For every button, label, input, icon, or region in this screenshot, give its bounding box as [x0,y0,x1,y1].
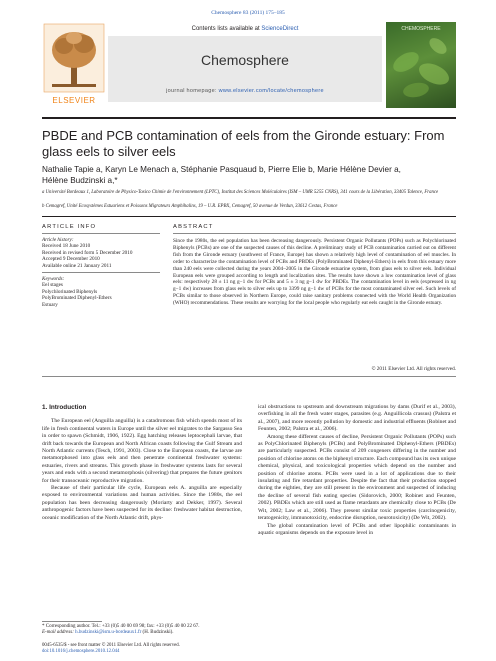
abstract-copyright: © 2011 Elsevier Ltd. All rights reserved. [371,366,456,372]
article-info-rule [42,233,160,234]
authors-line-2[interactable]: Hélène Budzinski a,* [42,176,118,185]
paragraph: Among these different causes of decline, Persistent Organic Pollutants (POPs) such as PolyChlorinated Biphenyls (PCBs) and PolyBrominated Diphenyl-Ethers (PBDEs) are particularly suspected. PCBs consist of 209 congeners differing in the number and position of chlorine atoms on the biphenyl structure. Each compound has its own unique chemical, physical, and toxicological properties which depend on the number and position of chlorine atoms. PCBs were used in a lot of applications due to their insulating and fire retardant properties. Despite the fact that their production stopped during the eighties, they are still present in the environment and suspected of inducing the decline of several fish eating species (Sidorovich, 2000; Robinet and Feunten, 2002). PBDEs which are still used as flame retardants are chemically close to PCBs (De Wit, 2002; Law et al., 2006). They present similar toxic properties (carcinogenicity, teratogenicity, immunotoxicity, endocrine disruption, neurotoxicity) (De Wit, 2002). [258,433,456,522]
keywords-rule [42,272,160,273]
journal-masthead [42,22,456,114]
authors-line-1[interactable]: Nathalie Tapie a, Karyn Le Menach a, Stéphanie Pasquaud b, Pierre Elie b, Marie Hélène Devier a, [42,165,401,174]
keyword-item[interactable]: Eel stages [42,282,63,289]
cover-label: CHEMOSPHERE [401,26,441,32]
publisher-name: ELSEVIER [52,96,96,105]
affiliation-a: a Université Bordeaux 1, Laboratoire de Physico-Toxico Chimie de l'environnement (LPTC), Institut des Sciences Moléculaires (ISM – UMR 5255 CNRS), 341 cours de la Libération, 33405 Talence, France [42,190,439,195]
email-link[interactable]: h.budzinski@ism.u-bordeaux1.fr [75,630,142,636]
section-heading: 1. Introduction [42,404,87,411]
affiliation-rule [42,216,456,217]
history-item: Accepted 9 December 2010 [42,256,100,263]
sciencedirect-link[interactable]: ScienceDirect [261,26,299,32]
keyword-item[interactable]: Polychlorinated Biphenyls [42,288,98,295]
journal-title: Chemosphere [201,52,289,68]
issn-line: 0045-6535/$ - see front matter © 2011 Elsevier Ltd. All rights reserved. [42,643,180,648]
paragraph: Because of their particular life cycle, European eels A. anguilla are especially exposed to environmental variations and human activities. Since the 1980s, the eel population has been decreasing dangerously (Moriarty and Dekker, 1997). Several anthropogenic factors have been suspected for its decline: freshwater habitat destruction, oceanic modification of the North Atlantic drift, phys- [42,485,242,521]
footnote-contact: * Corresponding author. Tel.: +33 (0)5 40 00 69 98; fax: +33 (0)5 40 00 22 67. [42,624,200,629]
journal-homepage [108,88,382,94]
elsevier-tree-icon [42,22,106,94]
abstract-bottom-rule [42,376,456,377]
paragraph: The European eel (Anguilla anguilla) is a catadromous fish which spends most of its life in fresh continental waters in Europe until the silver eel migrates to the Sargasso Sea in order to spawn (Schmidt, 1906, 1922). Egg hatching releases leptocephali larvae, that drift back towards the European and North African coasts following the Gulf Stream and North Atlantic currents (Tesch, 1991, 2003). Close to the European coasts, the larvae are metamorphosed into glass eels and then penetrate continental freshwater systems: estuaries, rivers and streams. This growth phase in freshwater systems lasts for several years and ends with a second metamorphosis (silvering) that prepares the future genitors for their transoceanic reproductive migration. [42,418,242,484]
history-item: Received 18 June 2010 [42,243,91,250]
email-suffix: (H. Budzinski). [141,630,174,636]
elsevier-logo[interactable] [42,22,106,108]
body-right-column [258,404,456,537]
homepage-link[interactable]: www.elsevier.com/locate/chemosphere [218,88,324,94]
article-info-heading: ARTICLE INFO [42,224,97,230]
keywords-label: Keywords: [42,276,65,282]
history-label: Article history: [42,237,74,243]
abstract-text: Since the 1980s, the eel population has been decreasing dangerously. Persistent Organic Pollutants (POPs) such as Polychlorinated Biphenyls (PCBs) are one of the suspected causes of this decline. A preliminary study of PCB contamination carried out on different fish from the Gironde estuary (southwest of France, Europe) has shown a relatively high level of contamination of eel muscles. In order to characterize the contamination level of PCBs and PBDEs (PolyBrominated Diphenyl-Ethers) in eels from this estuary more than 240 eels were collected during the years 2004–2005 in the Gironde estuarine system, from glass eels to silver eels. Individual European eels were grouped according to length and localization sites. The results have shown a low contamination level of glass eels: respectively 28 ± 11 ng g−1 dw for PCBs and 5 ± 3 ng g−1 dw for PBDEs. The contamination level in eels (expressed in ng g−1 dw) increases from glass eels to silver eels up to 3399 ng g−1 dw of PCBs for the most contaminated silver eel. Such levels of PCBs similar to those observed in Northern Europe, could raise sanitary problems connected with the World Health Organization (WHO) recommendations. These results are worrying for the local people who regularly eat eels caught in the Gironde estuary. [173,238,456,307]
keyword-item[interactable]: PolyBrominated Diphenyl-Ethers [42,295,112,302]
issn-doi-block [42,643,282,655]
corresponding-author-footnote [42,624,242,636]
affiliation-b: b Cemagref, Unité Ecosystèmes Estuariens et Poissons Migrateurs Amphihalins, 19 – U.R. EPBX, Cemagref, 50 avenue de Verdun, 33612 Cestas, France [42,204,338,209]
journal-cover-image[interactable] [386,22,456,108]
keyword-item[interactable]: Estuary [42,301,58,308]
author-list [42,164,456,186]
paragraph: ical obstructions to upstream and downstream migrations by dams (Durif et al., 2003), overfishing in all the fresh water stages, parasites (e.g. Anguillicola crassus) (Palstra et al., 2007), and more recently pollution by domestic and industrial effluents (Robinet and Feunten, 2002; Palstra et al., 2006). [258,404,456,433]
leaf-pattern-icon [386,22,456,108]
abstract-heading: ABSTRACT [173,224,214,230]
doi-link[interactable]: doi:10.1016/j.chemosphere.2010.12.044 [42,649,120,654]
abstract-rule [173,233,456,234]
paragraph: The global contamination level of PCBs and other lipophilic contaminants in aquatic organisms depends on the exposure level in [258,522,456,536]
contents-line [108,26,382,32]
email-label: E-mail address: [42,630,76,636]
header-rule [42,117,456,119]
body-left-column [42,404,242,522]
journal-band [108,22,382,108]
homepage-prefix: journal homepage: [166,88,219,94]
footnote-email-line [42,630,242,636]
journal-citation[interactable]: Chemosphere 83 (2011) 175–185 [211,10,285,16]
footnote-rule [42,621,102,622]
history-item: Received in revised form 5 December 2010 [42,249,133,256]
article-history [42,237,160,269]
contents-prefix: Contents lists available at [191,26,262,32]
keywords-block [42,276,160,308]
article-title: PBDE and PCB contamination of eels from the Gironde estuary: From glass eels to silver eels [42,128,445,159]
history-item: Available online 21 January 2011 [42,262,112,269]
